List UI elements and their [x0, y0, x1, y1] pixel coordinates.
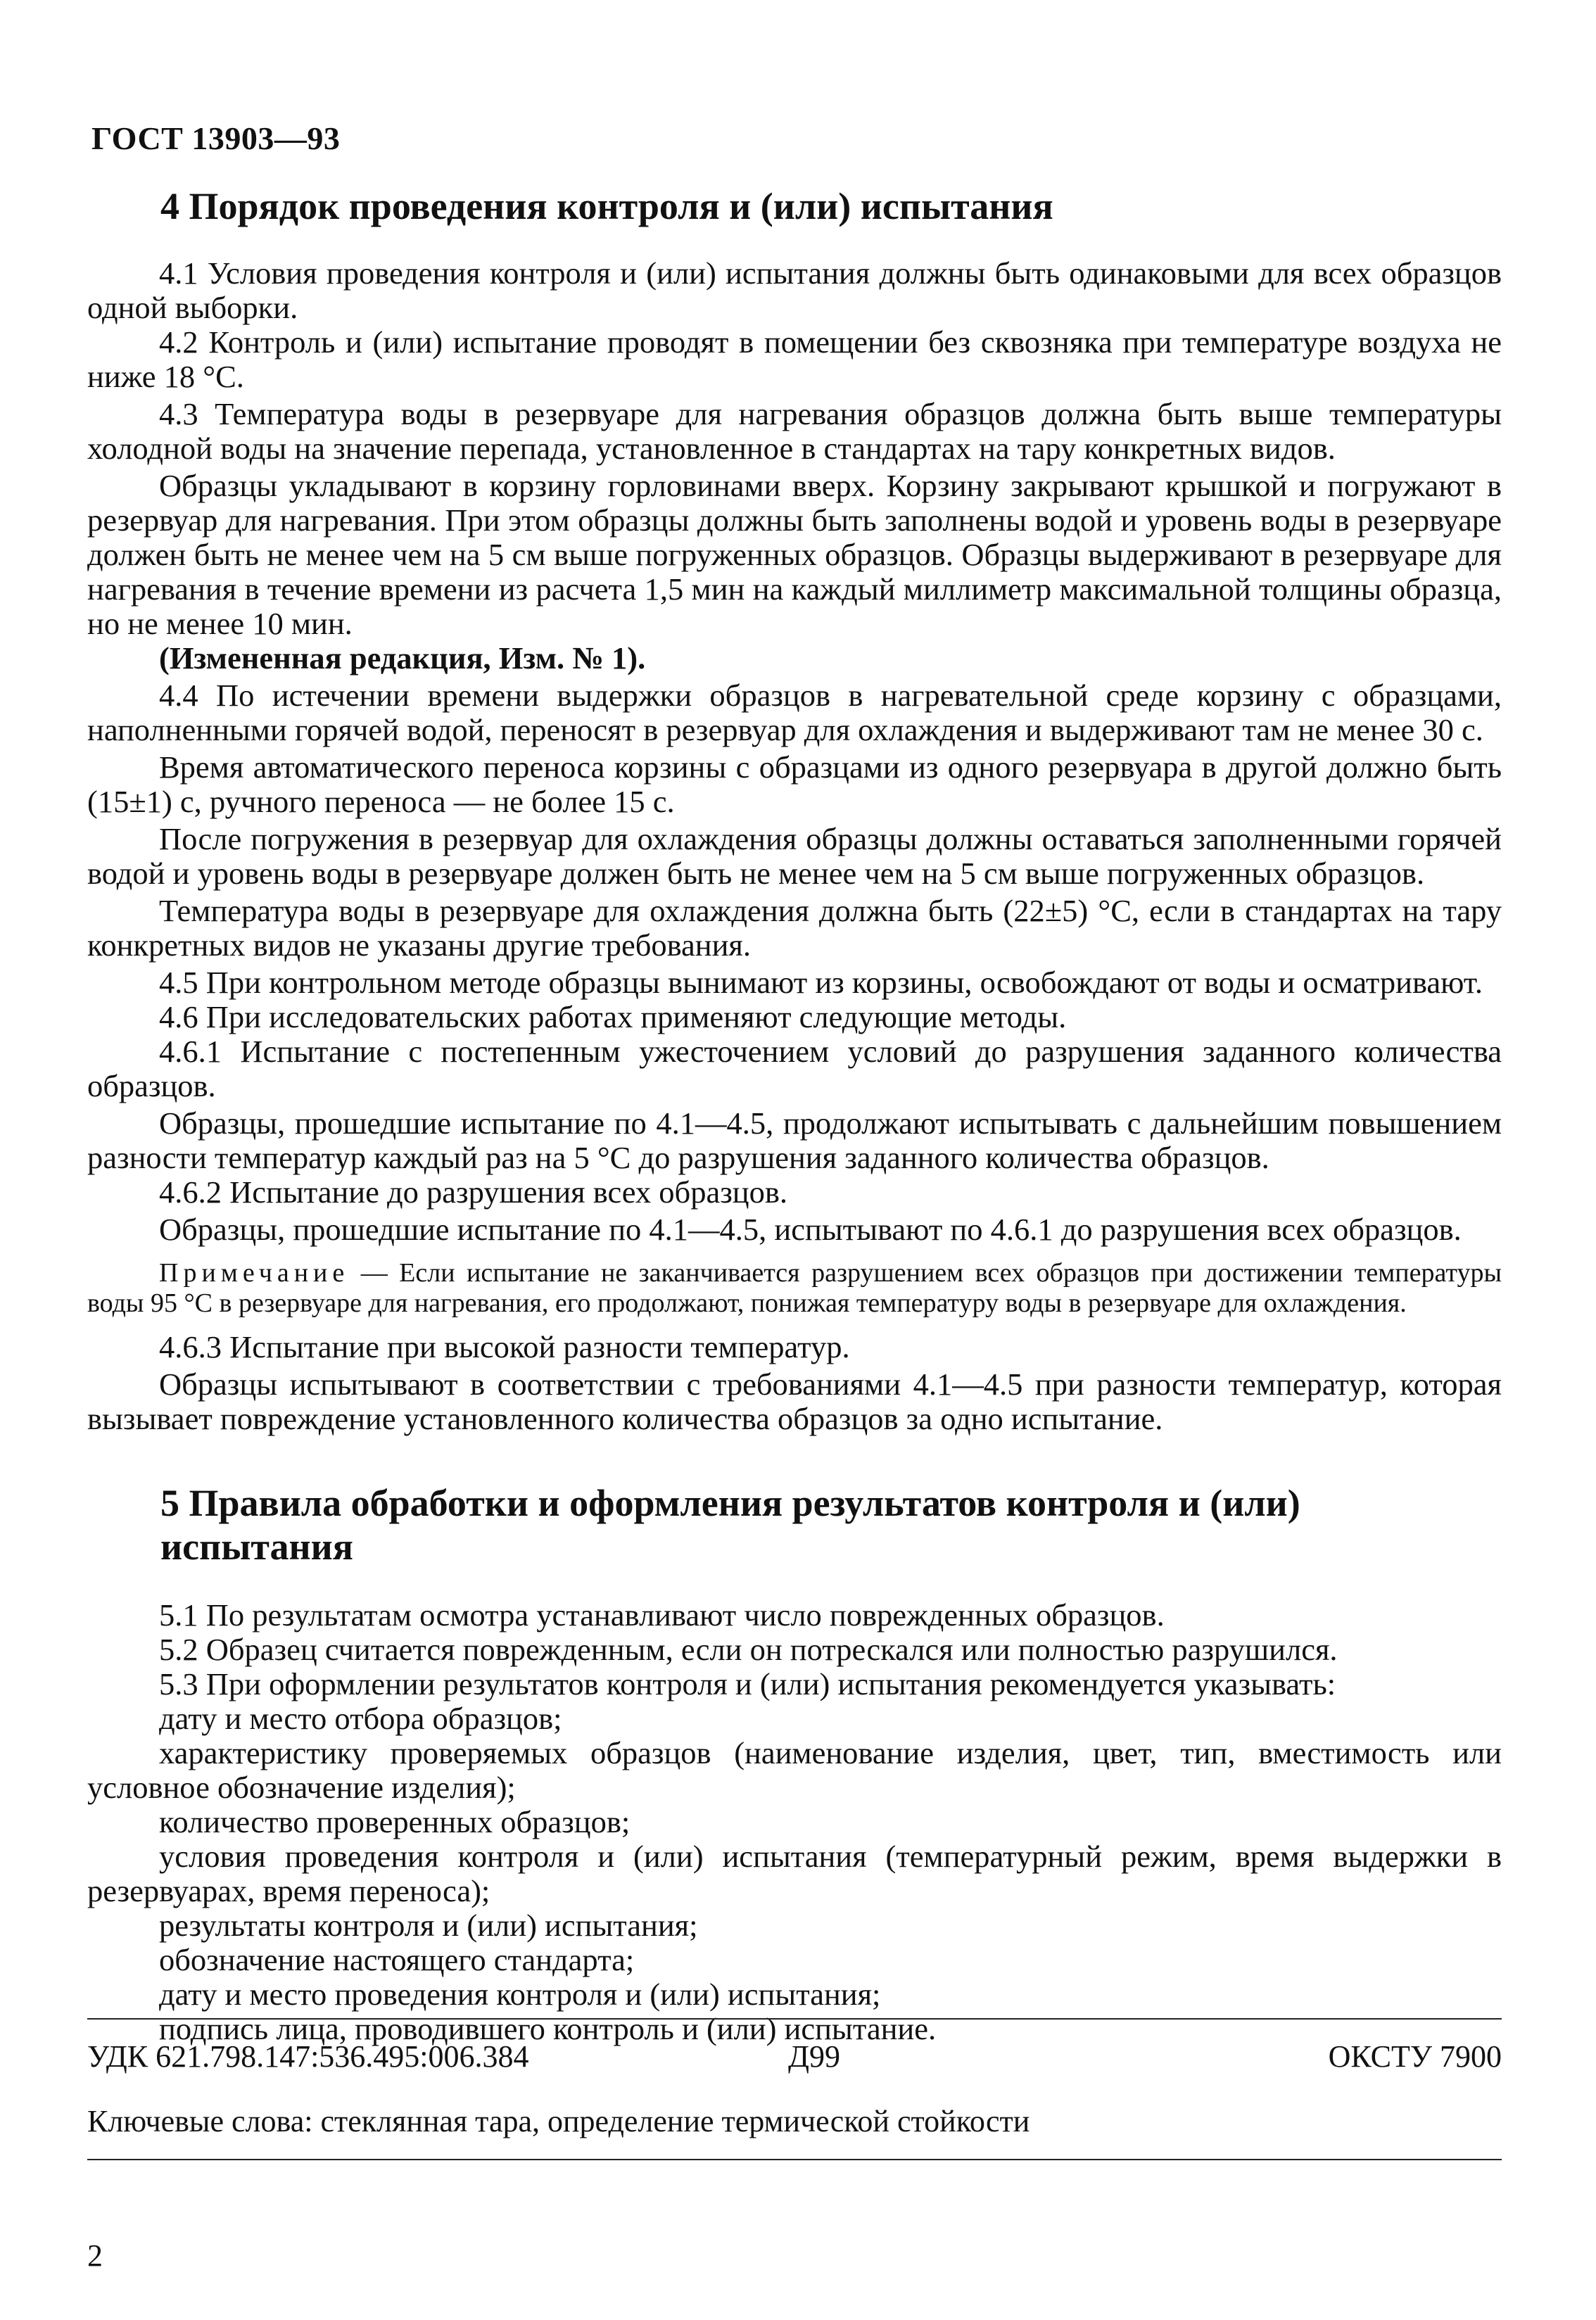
note: [87, 1258, 1502, 1319]
footer-bottom-divider: [87, 2159, 1502, 2160]
paragraph-4-3-samples: Образцы укладывают в корзину горловинами вверх. Корзину закрывают крышкой и погружают в резервуар для нагревания. При этом образцы должны быть заполнены водой и уровень воды в резервуаре должен быть не менее чем на 5 см выше погруженных образцов. Образцы выдерживают в резервуаре для нагревания в течение времени из расчета 1,5 мин на каждый миллиметр максимальной толщины образца, но не менее 10 мин.: [87, 468, 1502, 641]
paragraph-4-3: 4.3 Температура воды в резервуаре для нагревания образцов должна быть выше температуры холодной воды на значение перепада, установленное в стандартах на тару конкретных видов.: [87, 396, 1502, 466]
paragraph-4-6: 4.6 При исследовательских работах применяют следующие методы.: [159, 999, 1067, 1034]
paragraph-5-3: 5.3 При оформлении результатов контроля и (или) испытания рекомендуется указывать:: [159, 1666, 1336, 1701]
paragraph-4-4-water-temperature: Температура воды в резервуаре для охлаждения должна быть (22±5) °С, если в стандартах на тару конкретных видов не указаны другие требования.: [87, 893, 1502, 963]
page-number: 2: [87, 2238, 103, 2273]
paragraph-4-4-immersion: После погружения в резервуар для охлаждения образцы должны оставаться заполненными горячей водой и уровень воды в резервуаре должен быть не менее чем на 5 см выше погруженных образцов.: [87, 821, 1502, 891]
keywords: Ключевые слова: стеклянная тара, определение термической стойкости: [87, 2104, 1030, 2138]
footer-top-divider: [87, 2018, 1502, 2020]
paragraph-4-4: 4.4 По истечении времени выдержки образцов в нагревательной среде корзину с образцами, наполненными горячей водой, переносят в резервуар для охлаждения и выдерживают там не менее 30 с.: [87, 678, 1502, 747]
list-item: результаты контроля и (или) испытания;: [159, 1908, 698, 1943]
paragraph-4-6-2: 4.6.2 Испытание до разрушения всех образцов.: [159, 1174, 787, 1210]
list-item: дату и место отбора образцов;: [159, 1701, 562, 1736]
list-item: подпись лица, проводившего контроль и (или) испытание.: [159, 2011, 937, 2046]
paragraph-4-2: 4.2 Контроль и (или) испытание проводят в помещении без сквозняка при температуре воздуха не ниже 18 °С.: [87, 324, 1502, 394]
standard-header: ГОСТ 13903—93: [91, 120, 341, 156]
list-item: дату и место проведения контроля и (или) испытания;: [159, 1977, 881, 2012]
paragraph-4-6-1: 4.6.1 Испытание с постепенным ужесточением условий до разрушения заданного количества образцов.: [87, 1034, 1502, 1103]
paragraph-5-1: 5.1 По результатам осмотра устанавливают число поврежденных образцов.: [159, 1597, 1165, 1633]
list-item: количество проверенных образцов;: [159, 1804, 631, 1839]
list-item: условия проведения контроля и (или) испытания (температурный режим, время выдержки в резервуарах, время переноса);: [87, 1839, 1502, 1908]
note-text: — Если испытание не заканчивается разрушением всех образцов при достижении температуры воды 95 °С в резервуаре для нагревания, его продолжают, понижая температуру воды в резервуаре для охлаждения.: [87, 1258, 1502, 1318]
paragraph-4-4-transfer-time: Время автоматического переноса корзины с образцами из одного резервуара в другой должно быть (15±1) с, ручного переноса — не более 15 с.: [87, 749, 1502, 819]
paragraph-4-1: 4.1 Условия проведения контроля и (или) испытания должны быть одинаковыми для всех образцов одной выборки.: [87, 255, 1502, 325]
paragraph-4-6-2-detail: Образцы, прошедшие испытание по 4.1—4.5, испытывают по 4.6.1 до разрушения всех образцов.: [159, 1212, 1462, 1247]
note-label: Примечание: [159, 1258, 350, 1288]
paragraph-4-5: 4.5 При контрольном методе образцы вынимают из корзины, освобождают от воды и осматривают.: [159, 965, 1483, 1000]
section-5-heading: 5 Правила обработки и оформления результатов контроля и (или) испытания: [160, 1482, 1300, 1568]
list-item: обозначение настоящего стандарта;: [159, 1942, 635, 1977]
list-item: характеристику проверяемых образцов (наименование изделия, цвет, тип, вместимость или условное обозначение изделия);: [87, 1735, 1502, 1805]
group-code: Д99: [788, 2039, 841, 2074]
udk-code: УДК 621.798.147:536.495:006.384: [87, 2039, 529, 2074]
paragraph-4-6-3: 4.6.3 Испытание при высокой разности температур.: [159, 1329, 850, 1364]
okstu-code: ОКСТУ 7900: [1328, 2039, 1502, 2074]
paragraph-4-6-3-detail: Образцы испытывают в соответствии с требованиями 4.1—4.5 при разности температур, которая вызывает повреждение установленного количества образцов за одно испытание.: [87, 1367, 1502, 1436]
section-4-heading: 4 Порядок проведения контроля и (или) испытания: [160, 185, 1053, 227]
paragraph-5-2: 5.2 Образец считается поврежденным, если он потрескался или полностью разрушился.: [159, 1632, 1338, 1667]
document-body: [87, 184, 1502, 2046]
paragraph-4-6-1-detail: Образцы, прошедшие испытание по 4.1—4.5, продолжают испытывать с дальнейшим повышением разности температур каждый раз на 5 °С до разрушения заданного количества образцов.: [87, 1105, 1502, 1175]
amendment-note: (Измененная редакция, Изм. № 1).: [159, 640, 646, 676]
